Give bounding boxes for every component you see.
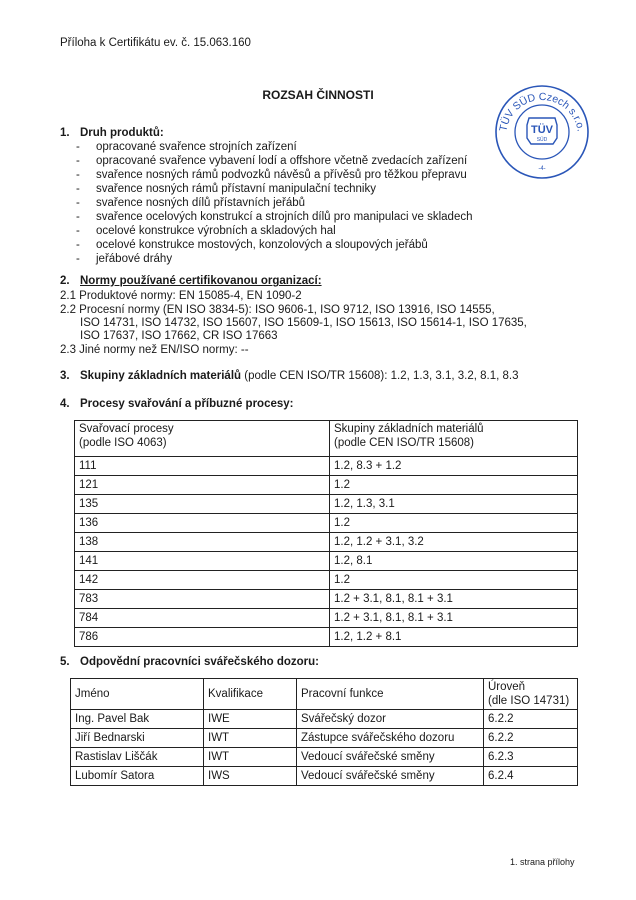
list-dash: - [76, 225, 80, 237]
table-cell: Ing. Pavel Bak [71, 710, 204, 729]
stamp-logo-text: TÜV [531, 124, 553, 136]
table-row [75, 476, 578, 495]
section-3-text: (podle CEN ISO/TR 15608): 1.2, 1.3, 3.1, 3.2, 8.1, 8.3 [241, 370, 519, 382]
table-cell: 141 [75, 552, 330, 571]
process-norms: 2.2 Procesní normy (EN ISO 3834-5): ISO 9606-1, ISO 9712, ISO 13916, ISO 14555, [60, 304, 495, 316]
list-dash: - [76, 197, 80, 209]
table-cell: Vedoucí svářečské směny [297, 767, 484, 786]
list-dash: - [76, 141, 80, 153]
table-row [75, 495, 578, 514]
table-header-cell [484, 679, 578, 710]
table-cell: IWT [204, 748, 297, 767]
product-item: opracované svařence vybavení lodí a offshore včetně zvedacích zařízení [96, 155, 468, 167]
tuv-sud-stamp [492, 82, 592, 182]
stamp-number: -4- [538, 166, 546, 172]
section-5-number: 5. [60, 656, 70, 668]
table-cell: Lubomír Satora [71, 767, 204, 786]
header-line: Úroveň [488, 681, 526, 693]
header-line: Svařovací procesy [79, 423, 174, 435]
table-cell: Jiří Bednarski [71, 729, 204, 748]
document-title: ROZSAH ČINNOSTI [262, 88, 374, 102]
product-item: opracované svařence strojních zařízení [96, 141, 297, 153]
table-header-row [71, 679, 578, 710]
page-header: Příloha k Certifikátu ev. č. 15.063.160 [60, 37, 251, 49]
section-2-heading [60, 274, 322, 288]
table-cell: 6.2.2 [484, 729, 578, 748]
table-row [75, 533, 578, 552]
table-cell: 783 [75, 590, 330, 609]
table-row [75, 609, 578, 628]
table-header-row [75, 421, 578, 457]
table-row [71, 729, 578, 748]
table-cell: 135 [75, 495, 330, 514]
table-cell: 1.2 + 3.1, 8.1, 8.1 + 3.1 [330, 590, 578, 609]
header-line: (podle CEN ISO/TR 15608) [334, 437, 474, 449]
table-row [71, 710, 578, 729]
list-dash: - [76, 183, 80, 195]
table-cell: 142 [75, 571, 330, 590]
section-5-title: Odpovědní pracovníci svářečského dozoru: [80, 656, 320, 668]
table-cell: 786 [75, 628, 330, 647]
section-1-title: Druh produktů: [80, 127, 164, 139]
table-cell: 784 [75, 609, 330, 628]
section-5-heading [60, 655, 319, 669]
product-item: ocelové konstrukce výrobních a skladových hal [96, 225, 336, 237]
table-cell: 6.2.4 [484, 767, 578, 786]
table-cell: 1.2, 1.3, 3.1 [330, 495, 578, 514]
section-1-number: 1. [60, 127, 70, 139]
table-cell: 1.2, 1.2 + 8.1 [330, 628, 578, 647]
table-cell: 1.2 + 3.1, 8.1, 8.1 + 3.1 [330, 609, 578, 628]
table-cell: 136 [75, 514, 330, 533]
product-norms: 2.1 Produktové normy: EN 15085-4, EN 1090-2 [60, 290, 302, 302]
section-2-number: 2. [60, 275, 70, 287]
list-dash: - [76, 155, 80, 167]
table-cell: 1.2 [330, 476, 578, 495]
supervision-staff-table [70, 678, 578, 786]
table-row [75, 552, 578, 571]
table-row [75, 514, 578, 533]
table-cell: Svářečský dozor [297, 710, 484, 729]
section-3-heading [60, 369, 519, 383]
section-3-number: 3. [60, 370, 70, 382]
list-dash: - [76, 253, 80, 265]
table-cell: 6.2.3 [484, 748, 578, 767]
table-cell: 1.2 [330, 514, 578, 533]
stamp-ring-text: TÜV SÜD Czech s.r.o. [497, 90, 587, 133]
table-header-cell [75, 421, 330, 457]
table-row [75, 590, 578, 609]
table-cell: 6.2.2 [484, 710, 578, 729]
table-cell: IWS [204, 767, 297, 786]
header-line: Skupiny základních materiálů [334, 423, 484, 435]
table-header-cell: Jméno [71, 679, 204, 710]
list-dash: - [76, 169, 80, 181]
table-row [71, 748, 578, 767]
table-cell: Rastislav Liščák [71, 748, 204, 767]
product-item: svařence ocelových konstrukcí a strojních dílů pro manipulaci ve skladech [96, 211, 473, 223]
process-norms-cont: ISO 17637, ISO 17662, CR ISO 17663 [80, 330, 278, 342]
header-line: (podle ISO 4063) [79, 437, 167, 449]
product-item: svařence nosných rámů podvozků návěsů a přívěsů pro těžkou přepravu [96, 169, 467, 181]
table-header-cell: Pracovní funkce [297, 679, 484, 710]
section-3-title: Skupiny základních materiálů [80, 370, 242, 382]
product-item: svařence nosných rámů přístavní manipulační techniky [96, 183, 376, 195]
table-cell: 1.2, 8.3 + 1.2 [330, 457, 578, 476]
table-cell: Zástupce svářečského dozoru [297, 729, 484, 748]
table-header-cell: Kvalifikace [204, 679, 297, 710]
table-row [71, 767, 578, 786]
table-header-cell [330, 421, 578, 457]
table-cell: 1.2, 1.2 + 3.1, 3.2 [330, 533, 578, 552]
product-item: jeřábové dráhy [96, 253, 173, 265]
section-2-title: Normy používané certifikovanou organizací: [80, 275, 322, 287]
stamp-logo-sub: SÜD [536, 137, 548, 143]
list-dash: - [76, 211, 80, 223]
section-4-heading [60, 397, 293, 411]
table-cell: 1.2, 8.1 [330, 552, 578, 571]
section-4-title: Procesy svařování a příbuzné procesy: [80, 398, 294, 410]
product-item: ocelové konstrukce mostových, konzolových a sloupových jeřábů [96, 239, 428, 251]
list-dash: - [76, 239, 80, 251]
table-row [75, 457, 578, 476]
table-cell: 111 [75, 457, 330, 476]
table-cell: IWE [204, 710, 297, 729]
section-4-number: 4. [60, 398, 70, 410]
header-line: (dle ISO 14731) [488, 695, 570, 707]
table-row [75, 571, 578, 590]
table-cell: 121 [75, 476, 330, 495]
table-cell: 1.2 [330, 571, 578, 590]
table-cell: IWT [204, 729, 297, 748]
table-cell: 138 [75, 533, 330, 552]
table-cell: Vedoucí svářečské směny [297, 748, 484, 767]
section-1-heading [60, 126, 164, 140]
process-norms-cont: ISO 14731, ISO 14732, ISO 15607, ISO 15609-1, ISO 15613, ISO 15614-1, ISO 17635, [80, 317, 527, 329]
table-row [75, 628, 578, 647]
other-norms: 2.3 Jiné normy než EN/ISO normy: -- [60, 344, 249, 356]
product-item: svařence nosných dílů přístavních jeřábů [96, 197, 306, 209]
page-footer: 1. strana přílohy [510, 857, 575, 867]
welding-process-table [74, 420, 578, 647]
